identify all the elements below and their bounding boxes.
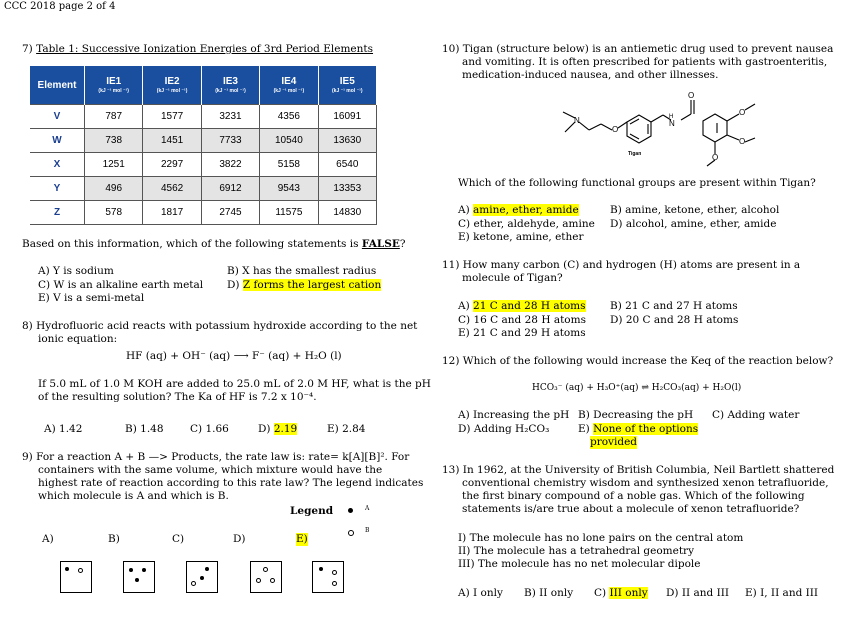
q9-option-d-label[interactable]: D) — [233, 533, 246, 545]
table-cell: 3822 — [201, 153, 259, 177]
q8-option-b[interactable]: B) 1.48 — [125, 423, 164, 435]
table-cell: 5158 — [260, 153, 318, 177]
molecule-a-dot — [65, 567, 69, 571]
legend-b-label: B — [365, 527, 370, 534]
element-cell: W — [30, 129, 85, 153]
highlight-answer: 2.19 — [273, 423, 298, 435]
q8-question-2: of the resulting solution? The Ka of HF is 7.2 x 10⁻⁴. — [38, 391, 317, 403]
table-row — [30, 201, 377, 225]
molecule-a-dot — [205, 567, 209, 571]
table-cell: 11575 — [260, 201, 318, 225]
q10-line1: 10) Tigan (structure below) is an antiemetic drug used to prevent nausea — [442, 43, 834, 55]
q11-option-c[interactable]: C) 16 C and 28 H atoms — [458, 314, 586, 326]
q9-box-b[interactable] — [123, 561, 155, 593]
q9-option-a-label[interactable]: A) — [42, 533, 54, 545]
table-cell: 13630 — [318, 129, 376, 153]
q12-option-e[interactable]: E) None of the options — [578, 423, 699, 435]
legend-a-dot — [348, 508, 353, 513]
q13-option-b[interactable]: B) II only — [524, 587, 574, 599]
q7-option-c[interactable]: C) W is an alkaline earth metal — [38, 279, 204, 291]
q9-line2: containers with the same volume, which mixture would have the — [38, 464, 383, 476]
q9-box-e[interactable] — [312, 561, 344, 593]
table-cell: 4356 — [260, 105, 318, 129]
element-cell: Y — [30, 177, 85, 201]
table-cell: 1577 — [143, 105, 201, 129]
table-cell: 738 — [85, 129, 143, 153]
highlight-answer: None of the options — [593, 423, 699, 435]
q11-option-d[interactable]: D) 20 C and 28 H atoms — [610, 314, 739, 326]
element-cell: X — [30, 153, 85, 177]
svg-text:O: O — [612, 125, 619, 134]
element-cell: Z — [30, 201, 85, 225]
q12-option-e-cont: provided — [590, 436, 638, 448]
q7-option-e[interactable]: E) V is a semi-metal — [38, 292, 145, 304]
q12-line1: 12) Which of the following would increase the Keq of the reaction below? — [442, 355, 834, 367]
q8-equation: HF (aq) + OH⁻ (aq) ⟶ F⁻ (aq) + H₂O (l) — [126, 350, 342, 362]
q8-option-e[interactable]: E) 2.84 — [327, 423, 366, 435]
q13-option-d[interactable]: D) II and III — [666, 587, 730, 599]
q13-option-c[interactable]: C) III only — [594, 587, 648, 599]
molecule-a-dot — [129, 568, 133, 572]
header-ie5: IE5 (kJ ⁻¹ mol ⁻¹) — [318, 66, 376, 105]
table-cell: 496 — [85, 177, 143, 201]
table-cell: 6540 — [318, 153, 376, 177]
svg-text:N: N — [669, 119, 675, 128]
table-row — [30, 177, 377, 201]
table-cell: 4562 — [143, 177, 201, 201]
q13-option-e[interactable]: E) I, II and III — [745, 587, 819, 599]
q13-line4: statements is/are true about a molecule of xenon tetrafluoride? — [462, 503, 800, 515]
q9-option-c-label[interactable]: C) — [172, 533, 185, 545]
header-element: Element — [30, 66, 85, 105]
q10-option-e[interactable]: E) ketone, amine, ether — [458, 231, 584, 243]
q8-option-a[interactable]: A) 1.42 — [44, 423, 83, 435]
table-cell: 6912 — [201, 177, 259, 201]
molecule-a-dot — [135, 578, 139, 582]
q8-line2: ionic equation: — [38, 333, 118, 345]
q10-option-c[interactable]: C) ether, aldehyde, amine — [458, 218, 595, 230]
q9-line1: 9) For a reaction A + B —> Products, the rate law is: rate= k[A][B]². For — [22, 451, 410, 463]
header-ie2: IE2 (kJ ⁻¹ mol ⁻¹) — [143, 66, 201, 105]
tigan-label: Tigan — [628, 151, 642, 157]
legend-a-label: A — [365, 505, 370, 512]
molecule-b-ring — [270, 578, 275, 583]
q13-option-a[interactable]: A) I only — [458, 587, 503, 599]
svg-text:H: H — [669, 114, 674, 120]
q13-line3: the first binary compound of a noble gas. Which of the following — [462, 490, 805, 502]
q11-option-b[interactable]: B) 21 C and 27 H atoms — [610, 300, 738, 312]
molecule-b-ring — [78, 568, 83, 573]
q11-line2: molecule of Tigan? — [462, 272, 563, 284]
molecule-b-ring — [332, 570, 337, 575]
page-header: CCC 2018 page 2 of 4 — [4, 1, 116, 12]
q8-question-1: If 5.0 mL of 1.0 M KOH are added to 25.0 mL of 2.0 M HF, what is the pH — [38, 378, 431, 390]
q7-prompt: Based on this information, which of the following statements is FALSE? — [22, 238, 406, 250]
table-header-row — [30, 66, 377, 105]
q7-option-a[interactable]: A) Y is sodium — [38, 265, 114, 277]
element-cell: V — [30, 105, 85, 129]
tigan-structure — [555, 80, 825, 170]
molecule-a-dot — [142, 568, 146, 572]
q10-line3: medication-induced nausea, and other illnesses. — [462, 69, 719, 81]
q10-option-d[interactable]: D) alcohol, amine, ether, amide — [610, 218, 777, 230]
table-cell: 2297 — [143, 153, 201, 177]
highlight-answer: amine, ether, amide — [473, 204, 579, 216]
molecule-a-dot — [319, 567, 323, 571]
q12-option-a[interactable]: A) Increasing the pH — [458, 409, 570, 421]
table-cell: 1451 — [143, 129, 201, 153]
q9-line4: which molecule is A and which is B. — [38, 490, 229, 502]
table-cell: 3231 — [201, 105, 259, 129]
q9-option-e-label[interactable]: E) — [296, 533, 308, 545]
q11-option-a[interactable]: A) 21 C and 28 H atoms — [458, 300, 586, 312]
q12-option-b[interactable]: B) Decreasing the pH — [578, 409, 694, 421]
table-row — [30, 153, 377, 177]
svg-text:O: O — [688, 91, 695, 100]
q12-equation: HCO₃⁻ (aq) + H₃O⁺(aq) ⇌ H₂CO₃(aq) + H₂O(l) — [532, 383, 742, 393]
header-ie1: IE1 (kJ ⁻¹ mol ⁻¹) — [85, 66, 143, 105]
svg-text:O: O — [712, 153, 719, 162]
q10-question: Which of the following functional groups are present within Tigan? — [458, 177, 816, 189]
q9-box-d[interactable] — [250, 561, 282, 593]
molecule-a-dot — [200, 576, 204, 580]
molecule-b-ring — [256, 578, 261, 583]
q7-option-d[interactable]: D) Z forms the largest cation — [227, 279, 382, 291]
q11-line1: 11) How many carbon (C) and hydrogen (H) atoms are present in a — [442, 259, 801, 271]
q8-option-c[interactable]: C) 1.66 — [190, 423, 229, 435]
q10-option-b[interactable]: B) amine, ketone, ether, alcohol — [610, 204, 780, 216]
molecule-b-ring — [332, 581, 337, 586]
svg-text:O: O — [739, 137, 746, 146]
table-row — [30, 105, 377, 129]
table-cell: 13353 — [318, 177, 376, 201]
legend-title: Legend — [290, 505, 334, 517]
table-cell: 16091 — [318, 105, 376, 129]
legend-b-ring — [348, 530, 354, 536]
q13-statement-3: III) The molecule has no net molecular dipole — [458, 558, 701, 570]
q13-line1: 13) In 1962, at the University of British Columbia, Neil Bartlett shattered — [442, 464, 835, 476]
header-ie4: IE4 (kJ ⁻¹ mol ⁻¹) — [260, 66, 318, 105]
highlight-answer: 21 C and 28 H atoms — [473, 300, 586, 312]
table-cell: 787 — [85, 105, 143, 129]
q9-box-c[interactable] — [186, 561, 218, 593]
table-cell: 1817 — [143, 201, 201, 225]
ionization-table — [30, 66, 377, 225]
q7-number: 7) — [22, 43, 33, 55]
q11-option-e[interactable]: E) 21 C and 29 H atoms — [458, 327, 586, 339]
table-cell: 578 — [85, 201, 143, 225]
q13-statement-2: II) The molecule has a tetrahedral geometry — [458, 545, 694, 557]
highlight-answer: III only — [609, 587, 648, 599]
table-cell: 9543 — [260, 177, 318, 201]
q13-line2: conventional chemistry wisdom and synthesized xenon tetrafluoride, — [462, 477, 829, 489]
q7-title — [22, 43, 373, 56]
q12-option-d[interactable]: D) Adding H₂CO₃ — [458, 423, 550, 435]
table-cell: 10540 — [260, 129, 318, 153]
q7-option-b[interactable]: B) X has the smallest radius — [227, 265, 377, 277]
q9-box-a[interactable] — [60, 561, 92, 593]
q12-option-c[interactable]: C) Adding water — [712, 409, 800, 421]
svg-text:O: O — [739, 108, 746, 117]
q10-line2: and vomiting. It is often prescribed for patients with gastroenteritis, — [462, 56, 828, 68]
q8-line1: 8) Hydrofluoric acid reacts with potassium hydroxide according to the net — [22, 320, 418, 332]
q13-statement-1: I) The molecule has no lone pairs on the central atom — [458, 532, 744, 544]
table-cell: 1251 — [85, 153, 143, 177]
q10-option-a[interactable]: A) amine, ether, amide — [458, 204, 579, 216]
q9-option-b-label[interactable]: B) — [108, 533, 120, 545]
molecule-b-ring — [191, 581, 196, 586]
q9-line3: highest rate of reaction according to this rate law? The legend indicates — [38, 477, 424, 489]
table-cell: 14830 — [318, 201, 376, 225]
molecule-b-ring — [263, 567, 268, 572]
table-cell: 2745 — [201, 201, 259, 225]
header-ie3: IE3 (kJ ⁻¹ mol ⁻¹) — [201, 66, 259, 105]
svg-text:N: N — [574, 116, 580, 125]
q7-table-title: Table 1: Successive Ionization Energies of 3rd Period Elements — [36, 43, 374, 55]
table-row — [30, 129, 377, 153]
highlight-answer: Z forms the largest cation — [242, 279, 382, 291]
table-cell: 7733 — [201, 129, 259, 153]
q8-option-d[interactable]: D) 2.19 — [258, 423, 298, 435]
